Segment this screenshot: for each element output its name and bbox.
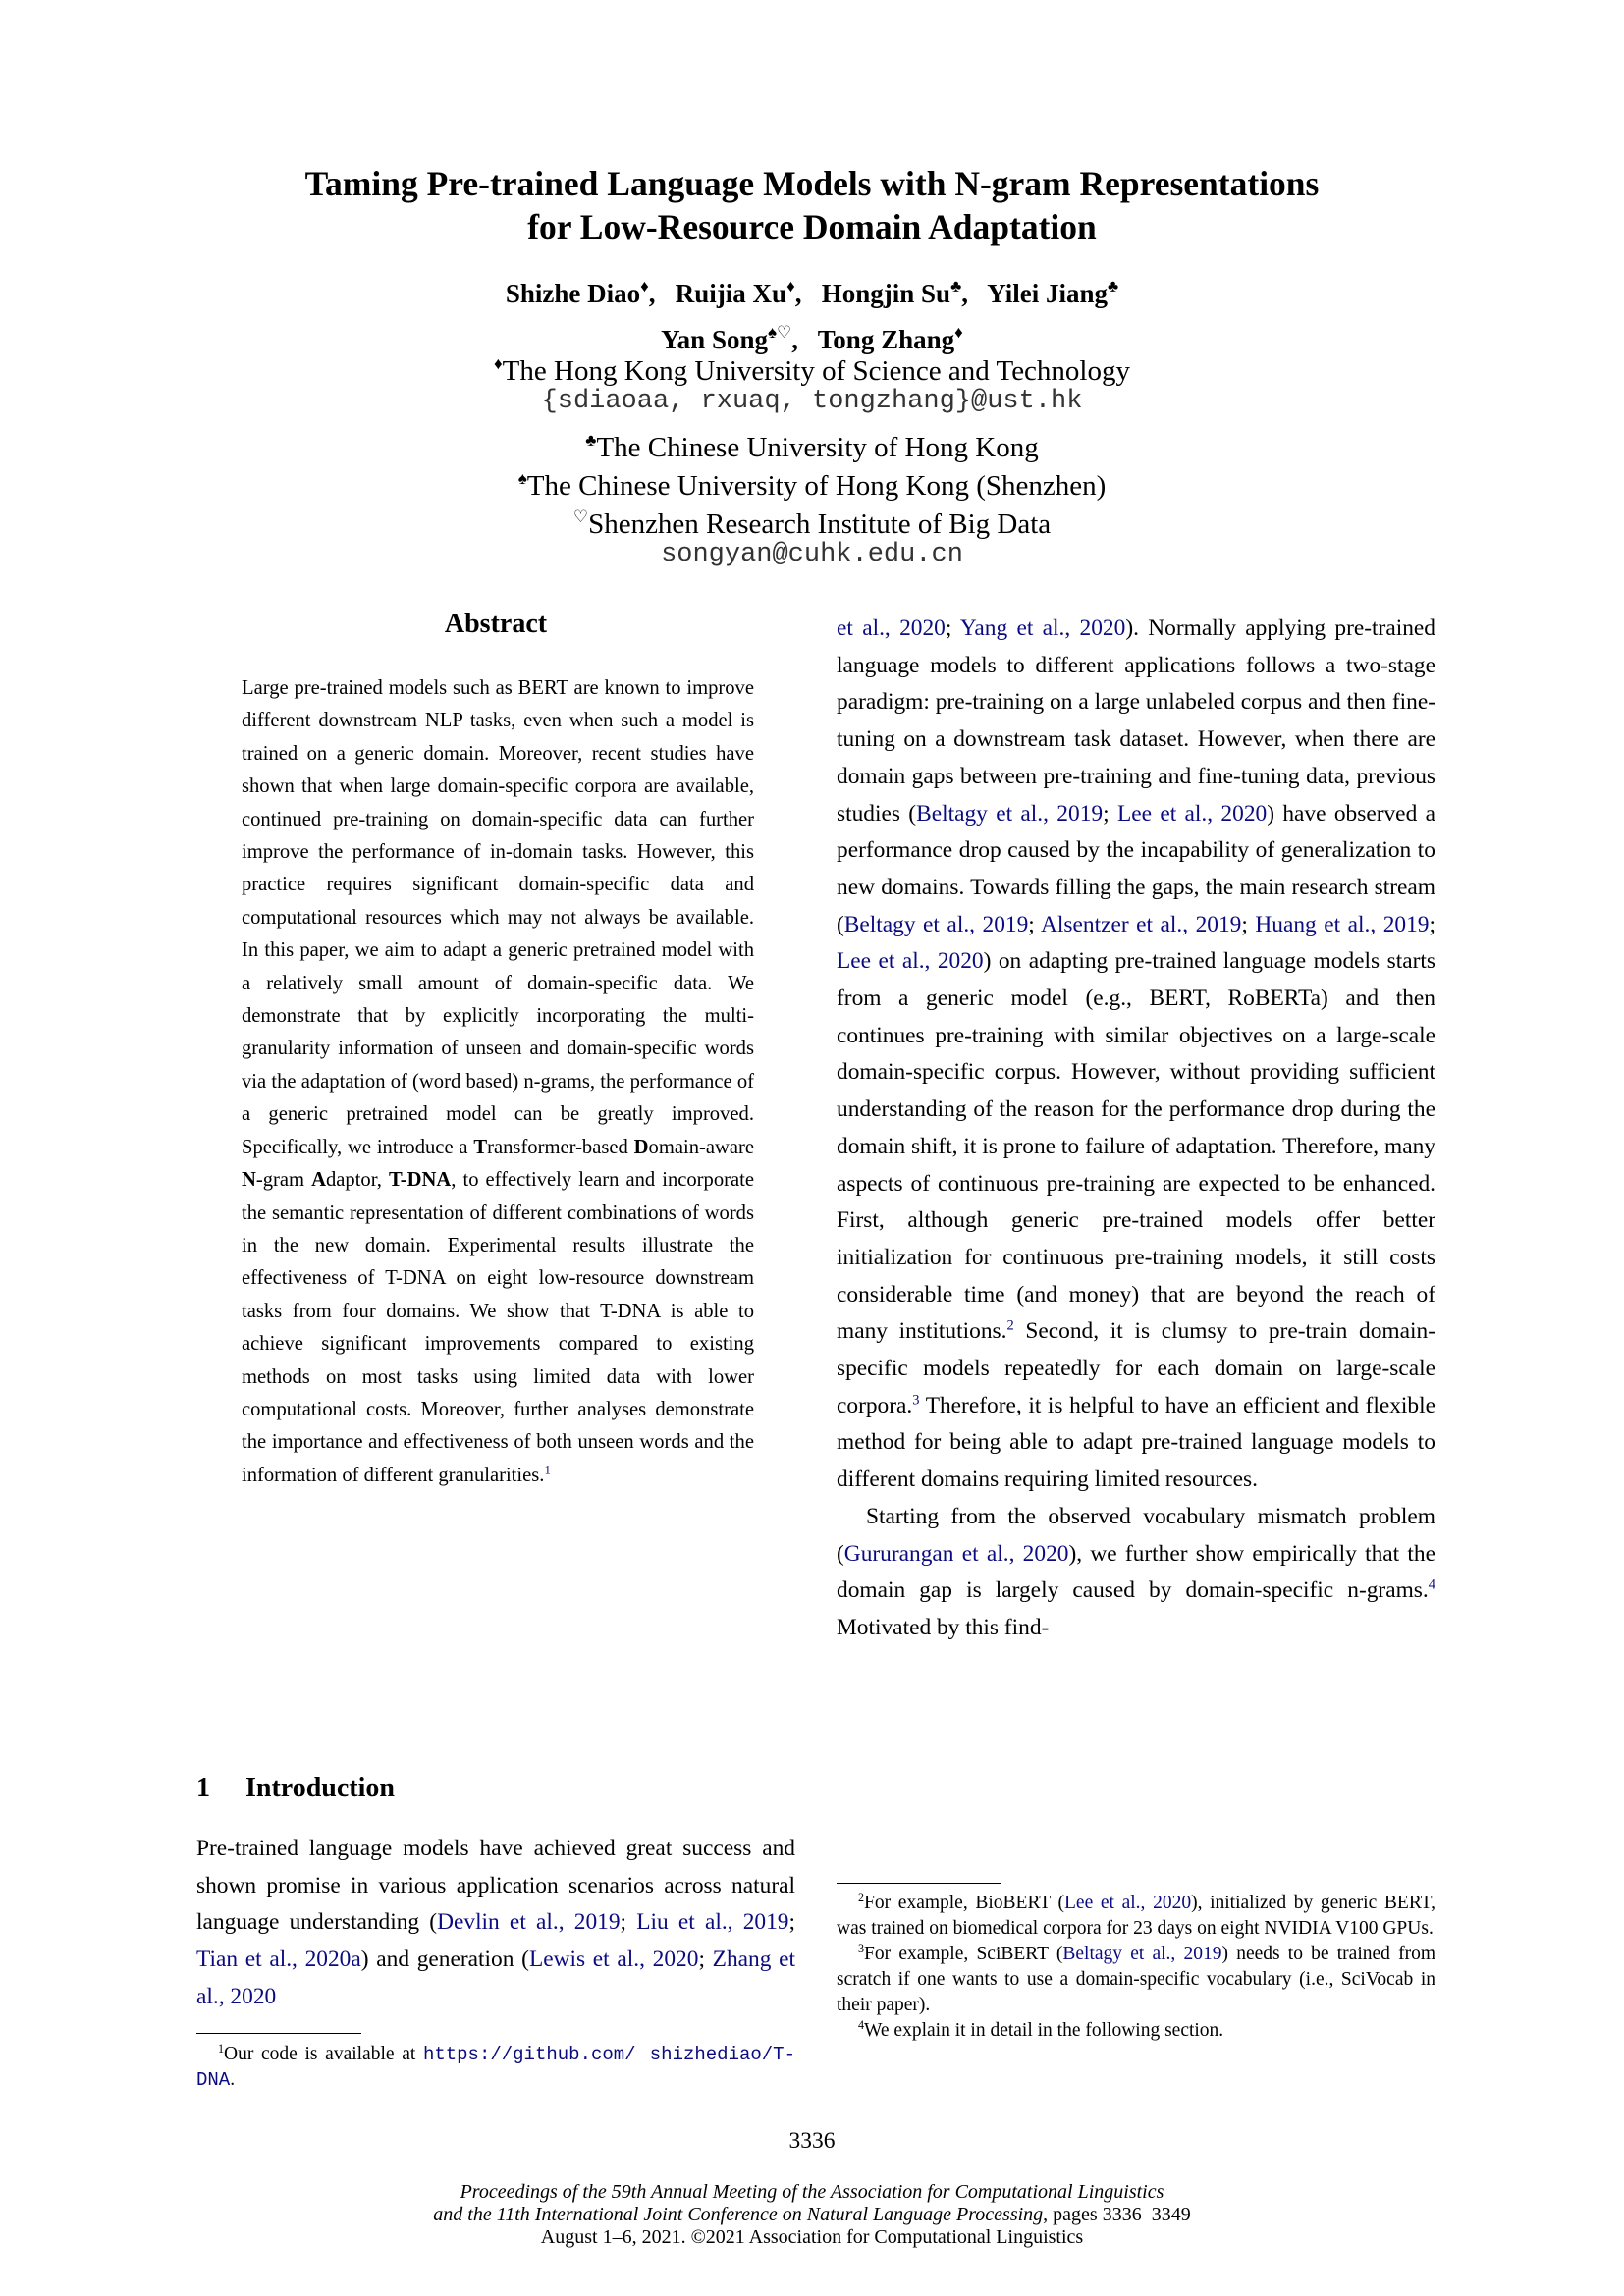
club-icon: ♣	[585, 431, 597, 450]
citation-link[interactable]: Beltagy et al., 2019	[1062, 1944, 1222, 1964]
footnote-3: $^3$For example, SciBERT (Beltagy et al., 2019) needs to be trained from scratch if one wants to use a domain-specific vocabulary (i.e., SciVocab in their paper).	[837, 1941, 1435, 2015]
affiliation-hkust: ♦The Hong Kong University of Science and Technology	[493, 354, 1130, 387]
author-name: Shizhe Diao	[505, 279, 641, 308]
footnote-ref-4[interactable]: 4	[1428, 1576, 1435, 1593]
affiliation-cuhk: ♣The Chinese University of Hong Kong	[585, 431, 1039, 463]
diamond-icon: ♦	[493, 354, 503, 373]
footnotes-right	[837, 1891, 1435, 2044]
email-cuhk: songyan@cuhk.edu.cn	[661, 540, 963, 569]
citation-link[interactable]: et al., 2020	[837, 615, 946, 641]
affiliation-sribd: ♡Shenzhen Research Institute of Big Data	[572, 507, 1052, 540]
author-separator: ,	[794, 279, 802, 308]
citation-link[interactable]: Lewis et al., 2020	[528, 1947, 699, 1973]
footer-line-1: Proceedings of the 59th Annual Meeting of the Association for Computational Linguistics	[460, 2181, 1164, 2203]
citation-link[interactable]: Zhang et al., 2020	[196, 1947, 795, 2009]
paper-title	[0, 162, 1624, 248]
title-line-1: Taming Pre-trained Language Models with N-gram Representations	[304, 164, 1320, 203]
diamond-icon: ♦	[786, 277, 795, 295]
section-heading-introduction: 1 Introduction	[196, 1773, 395, 1803]
citation-link[interactable]: Beltagy et al., 2019	[916, 800, 1104, 827]
intro-paragraph-right: et al., 2020; Yang et al., 2020). Normally applying pre-trained language models to different applications follows a two-stage paradigm: pre-training on a large unlabeled corpus and then fine-tuning on a downstream task dataset. However, when there are domain gaps between pre-training and fine-tuning data, previous studies (Beltagy et al., 2019; Lee et al., 2020) have observed a performance drop caused by the incapability of generalization to new domains. Towards filling the gaps, the main research stream (Beltagy et al., 2019; Alsentzer et al., 2019; Huang et al., 2019; Lee et al., 2020) on adapting pre-trained language models starts from a generic model (e.g., BERT, RoBERTa) and then continues pre-training with similar objectives on a large-scale domain-specific corpus. However, without providing sufficient understanding of the reason for the performance drop during the domain shift, it is prone to failure of adaptation. Therefore, many aspects of continuous pre-training are expected to be enhanced. First, although generic pre-trained models offer better initialization for continuous pre-training models, it still costs considerable time (and money) that are beyond the reach of many institutions.$^2$ Second, it is clumsy to pre-train domain-specific models repeatedly for each domain on large-scale corpora.$^3$ Therefore, it is helpful to have an efficient and flexible method for being able to adapt pre-trained language models to different domains requiring limited resources. Starting from the observed vocabulary mismatch problem (Gururangan et al., 2020), we further show empirically that the domain gap is largely caused by domain-specific n-grams.$^4$ Motivated by this find-	[837, 615, 1436, 1640]
author-name: Tong Zhang	[817, 325, 955, 354]
footnote-ref-1[interactable]: 1	[544, 1463, 551, 1477]
footnote-rule	[837, 1883, 1001, 1884]
abstract-heading: Abstract	[444, 609, 548, 639]
author-separator: ,	[791, 325, 799, 354]
author-name: Ruijia Xu	[675, 279, 787, 308]
citation-link[interactable]: Yang et al., 2020	[959, 615, 1126, 641]
diamond-icon: ♦	[954, 323, 963, 342]
diamond-icon: ♦	[640, 277, 649, 295]
footer-line-2: and the 11th International Joint Conference on Natural Language Processing	[433, 2204, 1044, 2225]
spade-icon: ♠	[517, 469, 527, 488]
club-icon: ♣	[950, 277, 962, 295]
intro-paragraph-left: Pre-trained language models have achieved great success and shown promise in various application scenarios across natural language understanding (Devlin et al., 2019; Liu et al., 2019; Tian et al., 2020a) and generation (Lewis et al., 2020; Zhang et al., 2020	[196, 1836, 795, 2009]
footnote-ref-3[interactable]: 3	[912, 1392, 920, 1409]
citation-link[interactable]: Beltagy et al., 2019	[843, 911, 1029, 937]
club-icon: ♣	[1108, 277, 1119, 295]
title-line-2: for Low-Resource Domain Adaptation	[527, 207, 1097, 246]
citation-link[interactable]: Liu et al., 2019	[636, 1909, 789, 1936]
tdna-acronym: T-DNA	[388, 1169, 452, 1192]
footer-line-3: August 1–6, 2021. ©2021 Association for Computational Linguistics	[540, 2226, 1084, 2248]
footnote-4: $^4$We explain it in detail in the following section.	[858, 2017, 1224, 2041]
spade-heart-icon: ♠♡	[767, 323, 792, 342]
author-separator: ,	[961, 279, 968, 308]
proceedings-footer: Proceedings of the 59th Annual Meeting of the Association for Computational Linguistics and the 11th International Joint Conference on Natural Language Processing, pages 3336–3349 August 1–6, 2021. ©2021 Association for Computational Linguistics	[0, 2181, 1624, 2249]
email-hkust: {sdiaoaa, rxuaq, tongzhang}@ust.hk	[541, 387, 1083, 416]
citation-link[interactable]: Lee et al., 2020	[837, 948, 984, 975]
footnote-1: $^1$Our code is available at https://github.com/ shizhediao/T-DNA.	[196, 2041, 795, 2091]
footnote-ref-2[interactable]: 2	[1006, 1317, 1014, 1334]
citation-link[interactable]: Devlin et al., 2019	[437, 1909, 621, 1936]
citation-link[interactable]: Alsentzer et al., 2019	[1041, 911, 1242, 937]
citation-link[interactable]: Lee et al., 2020	[1064, 1893, 1192, 1913]
author-line-1	[0, 267, 1624, 313]
author-name: Yilei Jiang	[987, 279, 1108, 308]
footnote-rule	[196, 2033, 361, 2034]
citation-link[interactable]: Lee et al., 2020	[1116, 800, 1268, 827]
affiliation-cuhk-shenzhen: ♠The Chinese University of Hong Kong (Shenzhen)	[517, 469, 1107, 502]
footnote-2: $^2$For example, BioBERT (Lee et al., 2020), initialized by generic BERT, was trained on biomedical corpora for 23 days on eight NVIDIA V100 GPUs.	[837, 1890, 1435, 1939]
author-name: Yan Song	[661, 325, 768, 354]
author-name: Hongjin Su	[821, 279, 951, 308]
code-url-link[interactable]: https://github.com/ shizhediao/T-DNA	[196, 2044, 795, 2091]
citation-link[interactable]: Gururangan et al., 2020	[843, 1540, 1069, 1567]
citation-link[interactable]: Tian et al., 2020a	[196, 1947, 361, 1973]
heart-icon: ♡	[572, 507, 589, 526]
citation-link[interactable]: Huang et al., 2019	[1255, 911, 1430, 937]
author-separator: ,	[648, 279, 656, 308]
abstract-body: Large pre-trained models such as BERT are known to improve different downstream NLP tasks, even when such a model is trained on a generic domain. Moreover, recent studies have shown that when large domain-specific corpora are available, continued pre-training on domain-specific data can further improve the performance of in-domain tasks. However, this practice requires significant domain-specific data and computational resources which may not always be available. In this paper, we aim to adapt a generic pretrained model with a relatively small amount of domain-specific data. We demonstrate that by explicitly incorporating the multi-granularity information of unseen and domain-specific words via the adaptation of (word based) n-grams, the performance of a generic pretrained model can be greatly improved. Specifically, we introduce a Transformer-based Domain-aware N-gram Adaptor, T-DNA, to effectively learn and incorporate the semantic representation of different combinations of words in the new domain. Experimental results illustrate the effectiveness of T-DNA on eight low-resource downstream tasks from four domains. We show that T-DNA is able to achieve significant improvements compared to existing methods on most tasks using limited data with lower computational costs. Moreover, further analyses demonstrate the importance and effectiveness of both unseen words and the information of different granularities.$^1$	[242, 677, 754, 1486]
page-number: 3336	[788, 2128, 836, 2154]
section-number: 1	[196, 1773, 210, 1803]
